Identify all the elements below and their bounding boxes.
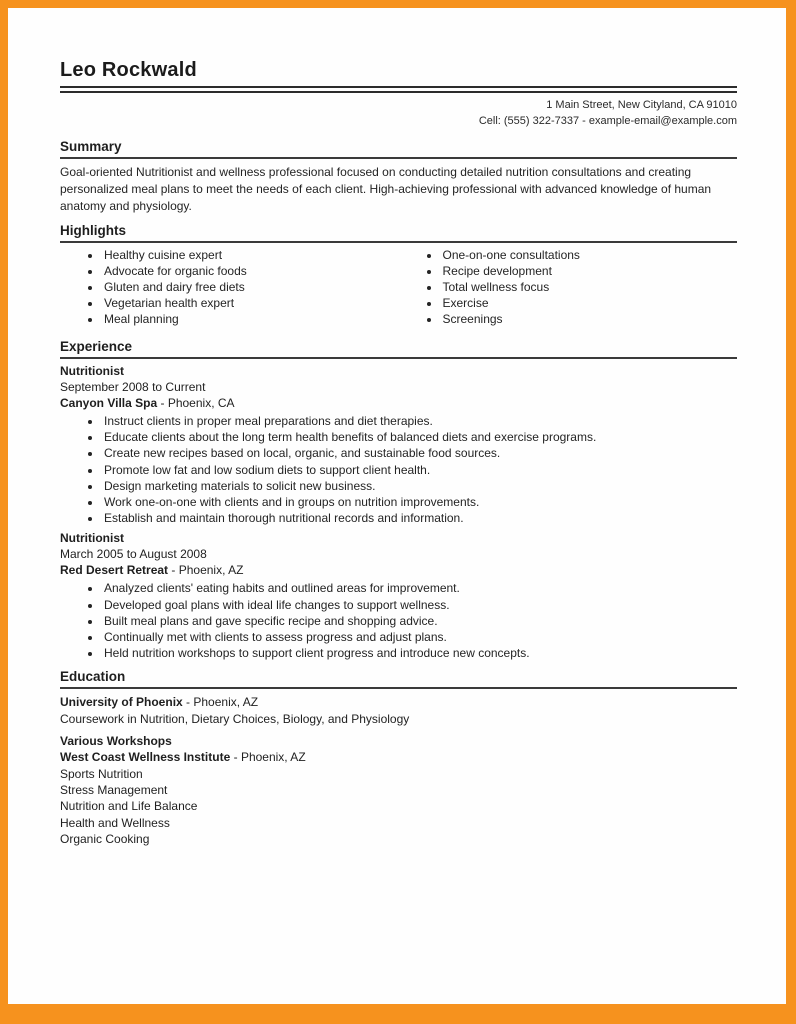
job-entry xyxy=(60,363,737,526)
job-company: Red Desert Retreat xyxy=(60,563,169,578)
course-item: Stress Management xyxy=(60,782,168,797)
resume-header xyxy=(60,58,737,129)
job-bullet: • Built meal plans and gave specific recipe and shopping advice. xyxy=(102,613,737,629)
program-name: Various Workshops xyxy=(60,734,172,749)
highlight-item: • Screenings xyxy=(441,311,738,327)
course-item: Nutrition and Life Balance xyxy=(60,799,198,814)
coursework-detail: Coursework in Nutrition, Dietary Choices, Biology, and Physiology xyxy=(60,711,410,726)
job-bullet: • Establish and maintain thorough nutritional records and information. xyxy=(102,510,737,526)
highlight-item: • One-on-one consultations xyxy=(441,247,738,263)
job-location: - Phoenix, AZ xyxy=(171,563,244,578)
contact-block xyxy=(60,97,737,129)
school-name: West Coast Wellness Institute xyxy=(60,750,231,765)
job-dates: September 2008 to Current xyxy=(60,380,206,394)
highlight-item: • Exercise xyxy=(441,295,738,311)
education-entry xyxy=(60,694,737,727)
education-entry xyxy=(60,733,737,847)
course-item: Health and Wellness xyxy=(60,815,170,830)
highlight-item: • Vegetarian health expert xyxy=(102,295,399,311)
highlight-item: • Total wellness focus xyxy=(441,279,738,295)
section-highlights xyxy=(60,223,737,327)
job-bullet-list xyxy=(60,580,737,661)
job-bullet: • Analyzed clients' eating habits and outlined areas for improvement. xyxy=(102,580,737,596)
contact-address: 1 Main Street, New Cityland, CA 91010 xyxy=(546,99,737,111)
highlight-item: • Recipe development xyxy=(441,263,738,279)
name-divider xyxy=(60,86,737,93)
job-title: Nutritionist xyxy=(60,531,124,546)
school-line xyxy=(60,694,737,710)
course-list xyxy=(60,766,737,847)
job-bullet: • Developed goal plans with ideal life changes to support wellness. xyxy=(102,597,737,613)
school-line xyxy=(60,749,737,765)
summary-text: Goal-oriented Nutritionist and wellness professional focused on conducting detailed nutrition consultations and creating personalized meal plans to meet the needs of each client. High-achieving professional with advanced knowledge of human anatomy and physiology. xyxy=(60,165,712,213)
highlight-item: • Advocate for organic foods xyxy=(102,263,399,279)
summary-heading: Summary xyxy=(60,139,737,159)
section-experience xyxy=(60,339,737,661)
job-bullet: • Work one-on-one with clients and in groups on nutrition improvements. xyxy=(102,494,737,510)
section-summary xyxy=(60,139,737,215)
job-location: - Phoenix, CA xyxy=(160,396,235,410)
school-name: University of Phoenix xyxy=(60,695,183,710)
job-bullet: • Design marketing materials to solicit new business. xyxy=(102,478,737,494)
highlight-item: • Gluten and dairy free diets xyxy=(102,279,399,295)
resume-page xyxy=(8,8,786,1004)
experience-heading: Experience xyxy=(60,339,737,359)
course-item: Sports Nutrition xyxy=(60,766,143,781)
course-item: Organic Cooking xyxy=(60,831,150,846)
contact-cell-email: Cell: (555) 322-7337 - example-email@example.com xyxy=(478,115,737,127)
job-company-line xyxy=(60,395,737,411)
job-bullet: • Continually met with clients to assess progress and adjust plans. xyxy=(102,629,737,645)
highlight-item: • Healthy cuisine expert xyxy=(102,247,399,263)
highlights-columns xyxy=(60,243,737,327)
job-dates: March 2005 to August 2008 xyxy=(60,547,207,562)
job-bullet: • Educate clients about the long term health benefits of balanced diets and exercise programs. xyxy=(102,429,737,445)
job-bullet: • Held nutrition workshops to support client progress and introduce new concepts. xyxy=(102,645,737,661)
job-bullet-list xyxy=(60,413,737,526)
school-location: - Phoenix, AZ xyxy=(233,750,306,765)
education-heading: Education xyxy=(60,669,737,689)
job-company-line xyxy=(60,562,737,578)
job-bullet: • Instruct clients in proper meal preparations and diet therapies. xyxy=(102,413,737,429)
job-title: Nutritionist xyxy=(60,364,124,378)
highlights-heading: Highlights xyxy=(60,223,737,243)
highlights-left-list xyxy=(60,247,399,327)
highlight-item: • Meal planning xyxy=(102,311,399,327)
job-entry xyxy=(60,530,737,661)
highlights-right-list xyxy=(399,247,738,327)
section-education xyxy=(60,669,737,847)
job-bullet: • Create new recipes based on local, organic, and sustainable food sources. xyxy=(102,445,737,461)
school-location: - Phoenix, AZ xyxy=(186,695,259,710)
job-company: Canyon Villa Spa xyxy=(60,396,158,410)
job-bullet: • Promote low fat and low sodium diets to support client health. xyxy=(102,462,737,478)
person-name: Leo Rockwald xyxy=(60,59,197,81)
